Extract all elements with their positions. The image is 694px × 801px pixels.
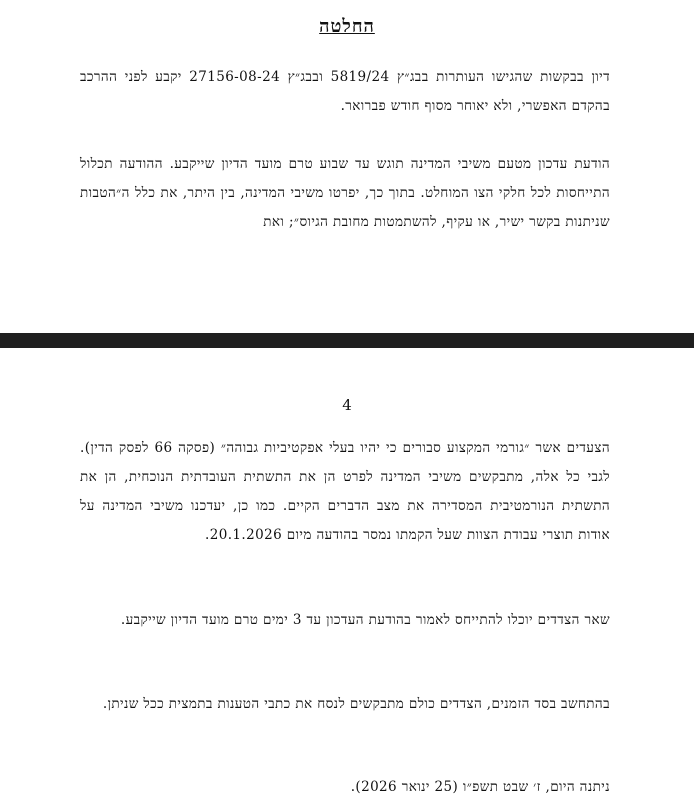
paragraph-professional-measures: הצעדים אשר ״גורמי המקצוע סבורים כי יהיו בעלי אפקטיביות גבוהה״ (פסקה 66 לפסק הדין). לגבי כל אלה, מתבקשים משיבי המדינה לפרט הן את התשתית העובדתית הנוכחית, הן את התשתית הנורמטיבית המסדירה את מצב הדברים הקיים. כמו כן, יעדכנו משיבי המדינה על אודות תוצרי עבודת הצוות שעל הקמתו נמסר בהודעה מיום 20.1.2026. xyxy=(80,440,610,543)
paragraph-concise-pleadings: בהתחשב בסד הזמנים, הצדדים כולם מתבקשים לנסח את כתבי הטענות בתמצית ככל שניתן. xyxy=(102,696,610,712)
paragraph-update-notice: הודעת עדכון מטעם משיבי המדינה תוגש עד שבוע טרם מועד הדיון שייקבע. ההודעה תכלול התייחסות לכל חלקי הצו המוחלט. בתוך כך, יפרטו משיבי המדינה, בין היתר, את כלל ה״הטבות שניתנות בקשר ישיר, או עקיף, להשתמטות מחובת הגיוס״; ואת xyxy=(80,156,610,230)
decision-title: החלטה xyxy=(319,16,375,37)
issued-date-line: ניתנה היום, ז׳ שבט תשפ״ו (25 ינואר 2026). xyxy=(350,779,610,795)
page-number: 4 xyxy=(342,396,352,414)
document-page-lower xyxy=(0,348,694,797)
paragraph-hearing-schedule: דיון בבקשות שהגישו העותרות בבג״ץ 5819/24 ובבג״ץ 27156-08-24 יקבע לפני ההרכב בהקדם האפשרי, ולא יאוחר מסוף חודש פברואר. xyxy=(80,69,610,114)
page-separator xyxy=(0,333,694,348)
paragraph-other-parties: שאר הצדדים יוכלו להתייחס לאמור בהודעת העדכון עד 3 ימים טרם מועד הדיון שייקבע. xyxy=(120,612,610,628)
